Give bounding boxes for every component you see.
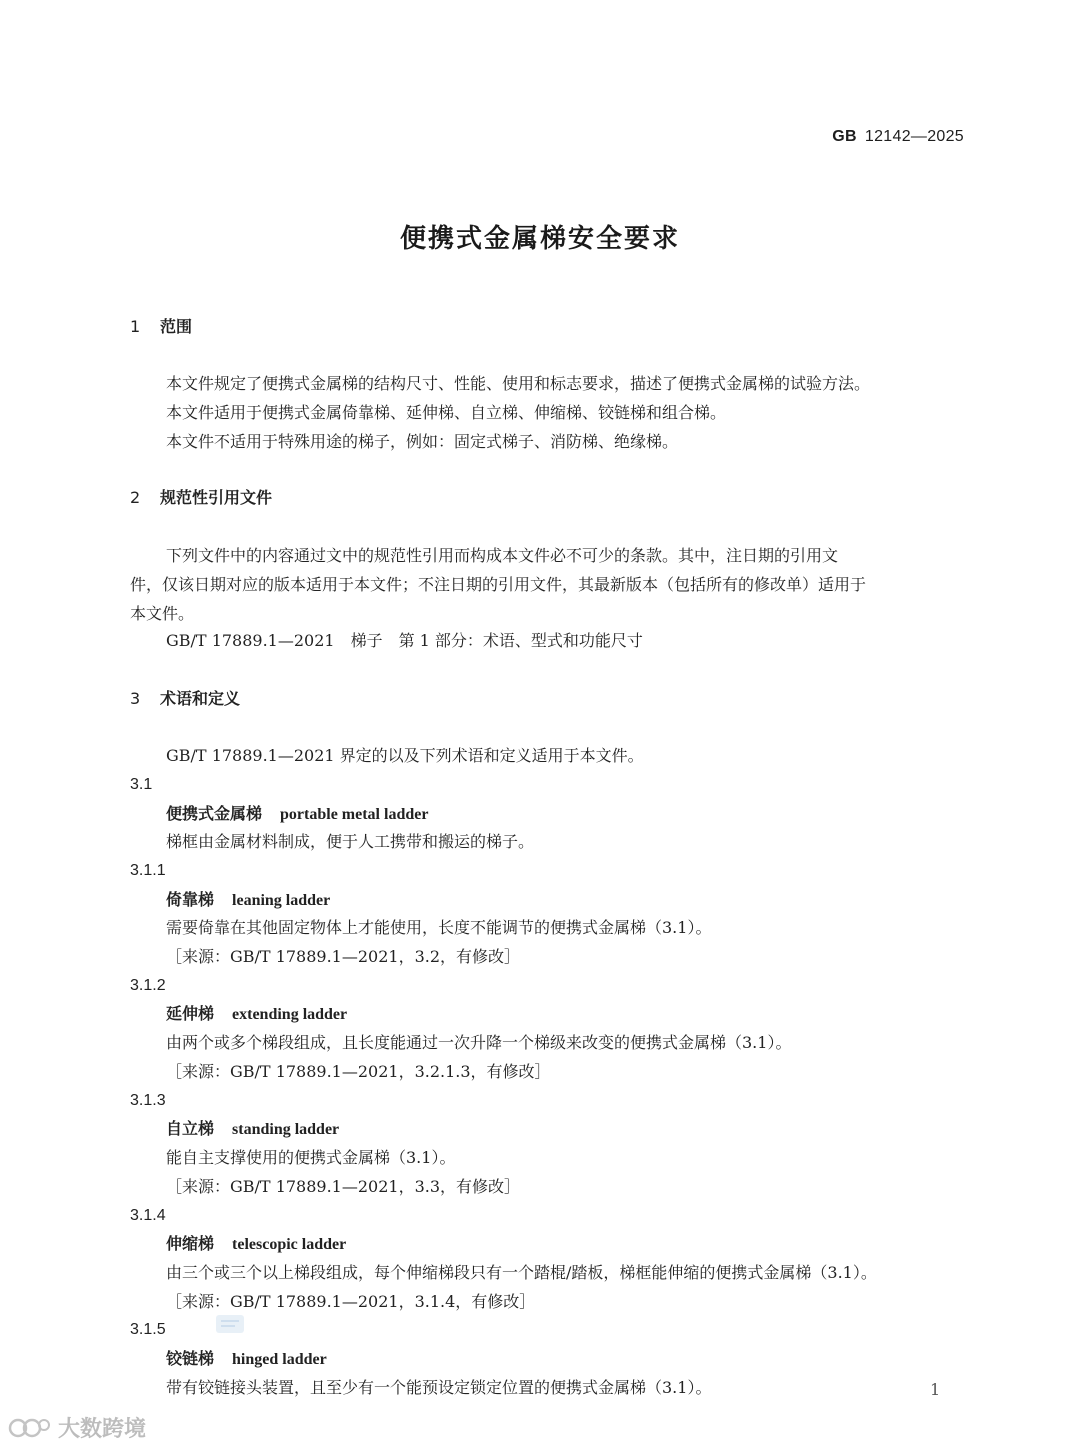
section-1-paragraph: 本文件规定了便携式金属梯的结构尺寸、性能、使用和标志要求，描述了便携式金属梯的试验方法。	[166, 374, 871, 393]
normative-reference: GB/T 17889.1—2021 梯子 第 1 部分：术语、型式和功能尺寸	[166, 631, 643, 650]
section-3-number: 3	[130, 689, 141, 708]
section-1-number: 1	[130, 317, 141, 336]
section-3-heading	[130, 688, 240, 710]
term-heading	[166, 1233, 346, 1256]
term-clause-number: 3.1.1	[130, 862, 166, 879]
section-1-heading	[130, 316, 192, 338]
watermark-text: 大数跨境	[58, 1417, 147, 1442]
term-chinese: 延伸梯	[166, 1004, 215, 1023]
term-source: ［来源：GB/T 17889.1—2021，3.2，有修改］	[166, 947, 521, 966]
term-clause-number: 3.1	[130, 776, 153, 793]
term-definition: 能自主支撑使用的便携式金属梯（3.1）。	[166, 1148, 456, 1167]
watermark	[8, 1412, 146, 1443]
section-2-number: 2	[130, 488, 141, 507]
term-source: ［来源：GB/T 17889.1—2021，3.2.1.3，有修改］	[166, 1062, 551, 1081]
term-clause-number: 3.1.3	[130, 1092, 166, 1109]
term-definition: 由两个或多个梯段组成，且长度能通过一次升降一个梯级来改变的便携式金属梯（3.1）。	[166, 1033, 792, 1052]
term-english: extending ladder	[232, 1006, 348, 1023]
term-english: portable metal ladder	[280, 806, 429, 823]
section-1-paragraph: 本文件适用于便携式金属倚靠梯、延伸梯、自立梯、伸缩梯、铰链梯和组合梯。	[166, 403, 727, 422]
faint-stamp-icon	[214, 1312, 246, 1336]
term-english: leaning ladder	[232, 892, 331, 909]
term-definition: 由三个或三个以上梯段组成，每个伸缩梯段只有一个踏棍/踏板，梯框能伸缩的便携式金属梯（3.1）。	[166, 1263, 877, 1282]
term-english: standing ladder	[232, 1121, 340, 1138]
term-english: hinged ladder	[232, 1351, 327, 1368]
watermark-logo-icon	[8, 1415, 52, 1441]
term-source: ［来源：GB/T 17889.1—2021，3.1.4，有修改］	[166, 1292, 536, 1311]
term-english: telescopic ladder	[232, 1236, 347, 1253]
term-heading	[166, 803, 428, 826]
term-chinese: 铰链梯	[166, 1349, 215, 1368]
term-source: ［来源：GB/T 17889.1—2021，3.3，有修改］	[166, 1177, 521, 1196]
term-chinese: 伸缩梯	[166, 1234, 215, 1253]
term-chinese: 自立梯	[166, 1119, 215, 1138]
section-1-title: 范围	[160, 317, 193, 336]
section-1-paragraph: 本文件不适用于特殊用途的梯子，例如：固定式梯子、消防梯、绝缘梯。	[166, 432, 679, 451]
term-heading	[166, 1348, 327, 1371]
standard-code	[832, 128, 964, 146]
section-2-title: 规范性引用文件	[160, 488, 273, 507]
term-definition: 带有铰链接头装置，且至少有一个能预设定锁定位置的便携式金属梯（3.1）。	[166, 1378, 712, 1397]
term-definition: 需要倚靠在其他固定物体上才能使用，长度不能调节的便携式金属梯（3.1）。	[166, 918, 712, 937]
standard-number: 12142—2025	[864, 128, 964, 145]
standard-prefix: GB	[832, 128, 857, 145]
term-clause-number: 3.1.4	[130, 1207, 166, 1224]
section-2-line: 下列文件中的内容通过文中的规范性引用而构成本文件必不可少的条款。其中，注日期的引用文	[166, 546, 839, 565]
term-heading	[166, 889, 330, 912]
section-3-title: 术语和定义	[160, 689, 241, 708]
term-chinese: 倚靠梯	[166, 890, 215, 909]
term-chinese: 便携式金属梯	[166, 804, 263, 823]
section-3-intro: GB/T 17889.1—2021 界定的以及下列术语和定义适用于本文件。	[166, 746, 644, 765]
section-2-line: 本文件。	[130, 604, 195, 623]
term-heading	[166, 1003, 347, 1026]
document-title: 便携式金属梯安全要求	[399, 224, 680, 254]
term-clause-number: 3.1.5	[130, 1321, 166, 1338]
section-2-line: 件，仅该日期对应的版本适用于本文件；不注日期的引用文件，其最新版本（包括所有的修改单）适用于	[130, 575, 867, 594]
term-heading	[166, 1118, 339, 1141]
term-definition: 梯框由金属材料制成，便于人工携带和搬运的梯子。	[166, 832, 535, 851]
term-clause-number: 3.1.2	[130, 977, 166, 994]
section-2-heading	[130, 487, 272, 509]
page-number: 1	[930, 1380, 941, 1399]
